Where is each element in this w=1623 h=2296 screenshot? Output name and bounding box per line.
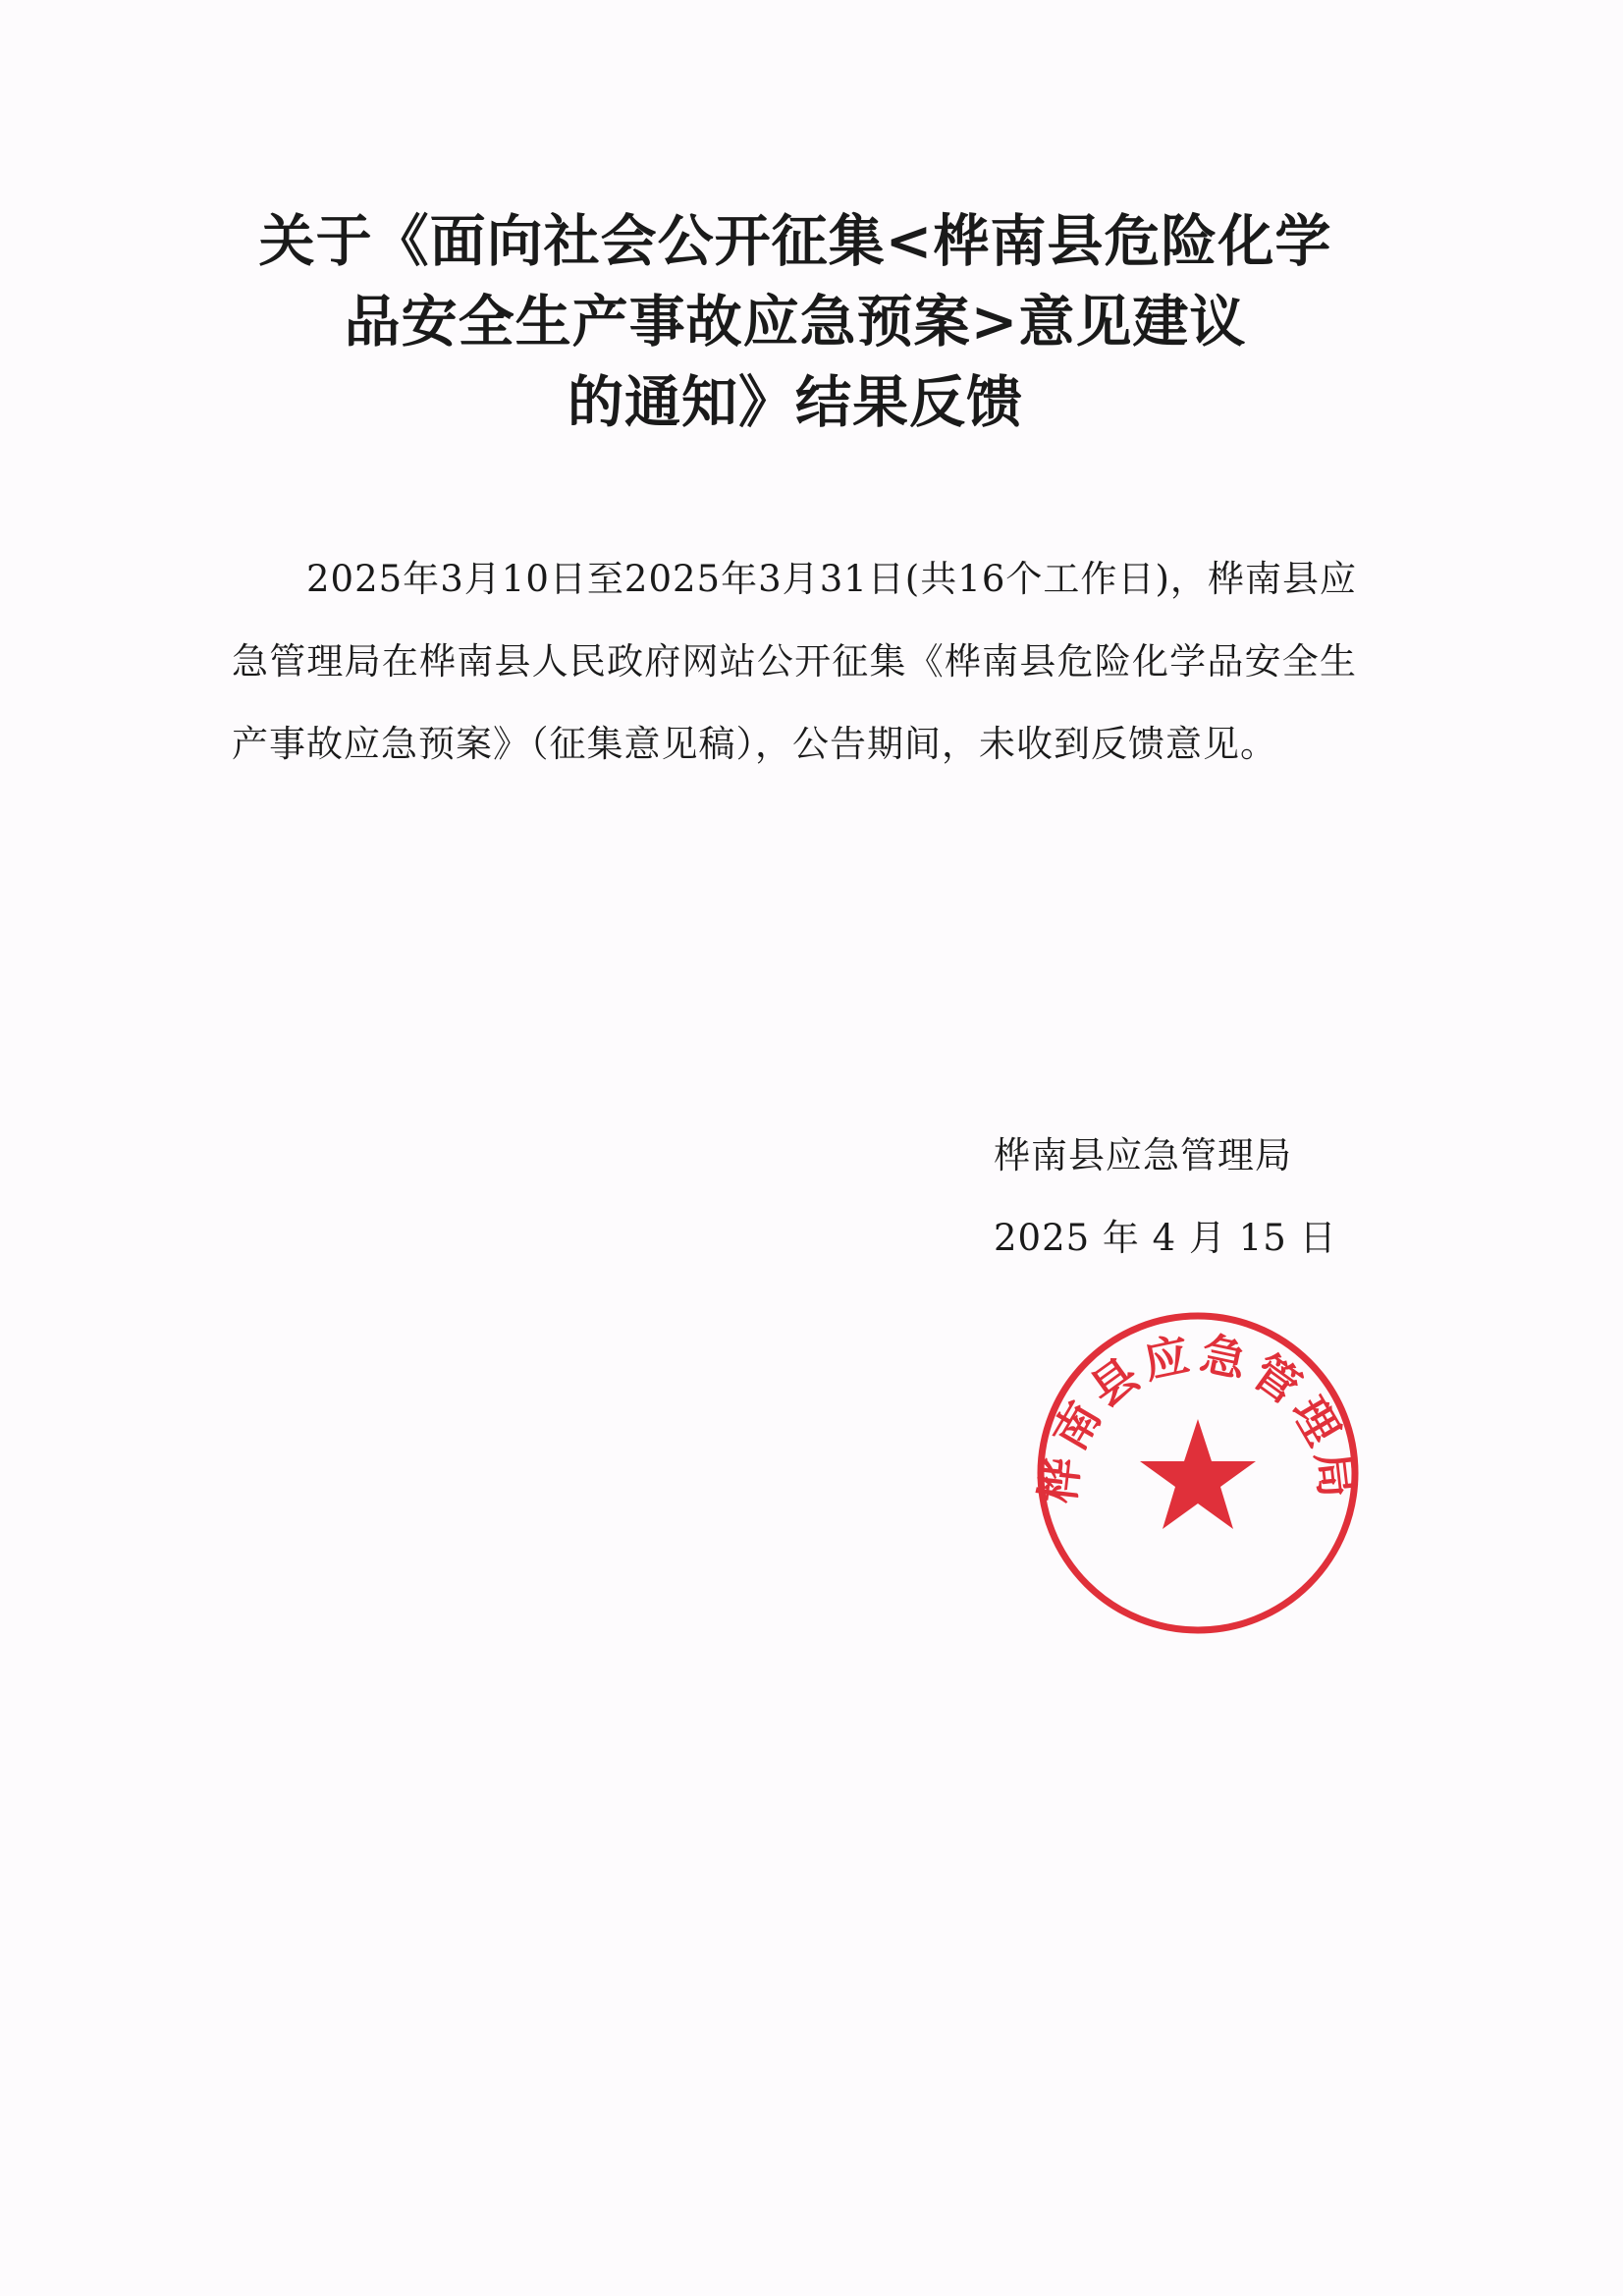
title-line-1: 关于《面向社会公开征集<桦南县危险化学: [258, 208, 1332, 274]
signature-organization: 桦南县应急管理局: [994, 1134, 1292, 1176]
document-title: [226, 201, 1365, 443]
body-paragraph: 2025年3月10日至2025年3月31日(共16个工作日)，桦南县应急管理局在桦南县人民政府网站公开征集《桦南县危险化学品安全生产事故应急预案》（征集意见稿），公告期间，未收到反馈意见。: [232, 558, 1357, 765]
document-body: [232, 538, 1357, 786]
title-line-3: 的通知》结果反馈: [568, 369, 1023, 435]
title-line-2: 品安全生产事故应急预案>意见建议: [344, 289, 1247, 355]
star-icon: [1140, 1419, 1256, 1529]
signature-block: [994, 1115, 1337, 1280]
signature-date: 2025 年 4 月 15 日: [994, 1217, 1337, 1259]
seal-text: 桦南县应急管理局: [1031, 1326, 1365, 1506]
official-seal: [1031, 1306, 1365, 1640]
